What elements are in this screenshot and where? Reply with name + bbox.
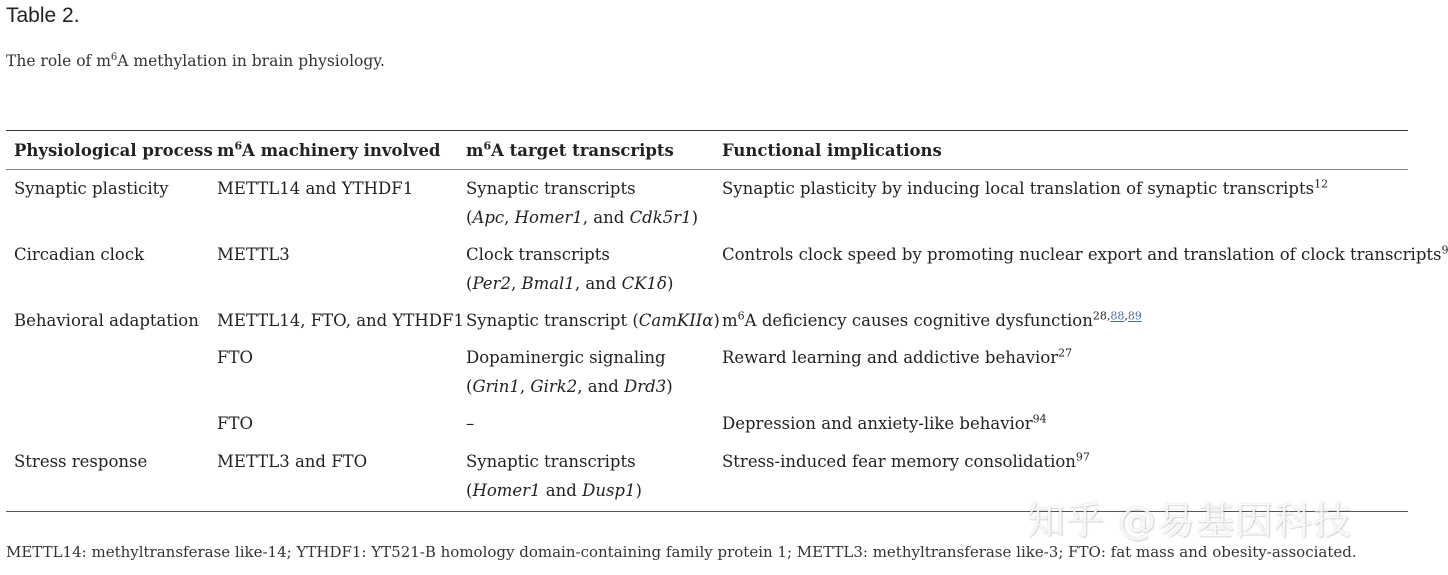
- gene-name: Homer1: [472, 481, 541, 500]
- separator: ,: [519, 377, 531, 396]
- row2-process: Circadian clock: [14, 245, 145, 264]
- row3-target-label: Synaptic transcript (: [466, 311, 639, 330]
- table-footnote: METTL14: methyltransferase like-14; YTHDF1: YT521-B homology domain-containing family protein 1; METTL3: methyltransferase like-3; FTO: fat mass and obesity-associated.: [6, 543, 1357, 561]
- row3-machinery: METTL14, FTO, and YTHDF1: [217, 311, 464, 330]
- paren-close: ): [713, 311, 720, 330]
- table-header-row: [6, 131, 1408, 170]
- zhihu-watermark: 知乎 @易基因科技: [1027, 499, 1353, 543]
- row2-implication: [722, 240, 1448, 269]
- gene-name: Bmal1: [521, 274, 575, 293]
- separator: , and: [577, 377, 625, 396]
- reference-sup: 28,88,89: [1092, 309, 1142, 323]
- implication-text: Reward learning and addictive behavior: [722, 348, 1059, 367]
- row2-target: [466, 240, 673, 298]
- row4-target-genes: [466, 372, 673, 401]
- implication-text: Depression and anxiety-like behavior: [722, 414, 1033, 433]
- row4-target: [466, 343, 673, 401]
- reference-link-89[interactable]: 89: [1127, 309, 1142, 323]
- row3-implication: [722, 306, 1142, 335]
- caption-text-suffix: A methylation in brain physiology.: [117, 52, 385, 70]
- separator: ,: [504, 208, 515, 227]
- row2-target-label: Clock transcripts: [466, 245, 610, 264]
- paren-close: ): [691, 208, 699, 227]
- header-physiological-process: Physiological process: [14, 141, 213, 160]
- reference-sup: 94: [1032, 412, 1047, 426]
- implication-text: Controls clock speed by promoting nuclear export and translation of clock transcripts: [722, 245, 1442, 264]
- header-machinery-prefix: m: [217, 141, 235, 160]
- gene-name: CamKIIα: [638, 311, 714, 330]
- row1-machinery: METTL14 and YTHDF1: [217, 179, 414, 198]
- caption-superscript: 6: [110, 51, 118, 63]
- row6-target: [466, 447, 642, 505]
- gene-name: Girk2: [530, 377, 578, 396]
- row1-target-genes: [466, 203, 698, 232]
- row2-target-genes: [466, 269, 673, 298]
- paren-open: (: [466, 274, 473, 293]
- header-targets-prefix: m: [466, 141, 484, 160]
- paren-close: ): [667, 274, 674, 293]
- paren-close: ): [635, 481, 642, 500]
- row1-target: [466, 174, 698, 232]
- implication-text: Stress-induced fear memory consolidation: [722, 452, 1076, 471]
- row3-target: [466, 306, 720, 335]
- paren-open: (: [466, 377, 473, 396]
- reference-sup: 12: [1314, 177, 1329, 191]
- implication-sup: 6: [737, 309, 745, 323]
- row6-machinery: METTL3 and FTO: [217, 452, 368, 471]
- gene-name: Dusp1: [582, 481, 636, 500]
- row4-implication: [722, 343, 1072, 372]
- separator: and: [540, 481, 583, 500]
- row5-target: –: [466, 414, 475, 433]
- data-table: [6, 130, 1448, 512]
- header-implications: Functional implications: [722, 141, 942, 160]
- paren-close: ): [666, 377, 673, 396]
- header-targets-suffix: A target transcripts: [491, 141, 674, 160]
- reference-link-88[interactable]: 88: [1110, 309, 1125, 323]
- row6-target-label: Synaptic transcripts: [466, 452, 636, 471]
- gene-name: Grin1: [472, 377, 520, 396]
- table-caption: [6, 52, 385, 70]
- paren-open: (: [466, 481, 473, 500]
- row5-implication: [722, 409, 1047, 438]
- implication-text: A deficiency causes cognitive dysfunction: [744, 311, 1093, 330]
- gene-name: Apc: [472, 208, 505, 227]
- paren-open: (: [466, 208, 473, 227]
- row6-process: Stress response: [14, 452, 148, 471]
- row2-machinery: METTL3: [217, 245, 290, 264]
- row6-implication: [722, 447, 1090, 476]
- reference-sup: 9: [1441, 243, 1448, 257]
- implication-prefix: m: [722, 311, 738, 330]
- row1-implication: [722, 174, 1328, 203]
- header-targets: [466, 136, 674, 165]
- header-machinery-sup: 6: [234, 139, 243, 153]
- caption-text: The role of m: [6, 52, 111, 70]
- table-title: Table 2.: [6, 4, 80, 27]
- gene-name: Per2: [472, 274, 511, 293]
- row3-process: Behavioral adaptation: [14, 311, 199, 330]
- header-machinery-suffix: A machinery involved: [242, 141, 441, 160]
- gene-name: Cdk5r1: [629, 208, 692, 227]
- separator: , and: [574, 274, 622, 293]
- header-targets-sup: 6: [483, 139, 492, 153]
- reference-sup: 97: [1075, 450, 1090, 464]
- gene-name: Homer1: [514, 208, 583, 227]
- row6-target-genes: [466, 476, 642, 505]
- row1-target-label: Synaptic transcripts: [466, 179, 636, 198]
- reference-sup: 27: [1058, 346, 1073, 360]
- row1-process: Synaptic plasticity: [14, 179, 169, 198]
- separator: ,: [510, 274, 522, 293]
- gene-name: Drd3: [624, 377, 667, 396]
- row4-machinery: FTO: [217, 348, 253, 367]
- header-machinery: [217, 136, 440, 165]
- separator: , and: [582, 208, 630, 227]
- reference-number: 28,: [1092, 309, 1111, 323]
- row5-machinery: FTO: [217, 414, 253, 433]
- row4-target-label: Dopaminergic signaling: [466, 348, 666, 367]
- implication-text: Synaptic plasticity by inducing local translation of synaptic transcripts: [722, 179, 1315, 198]
- gene-name: CK1δ: [621, 274, 667, 293]
